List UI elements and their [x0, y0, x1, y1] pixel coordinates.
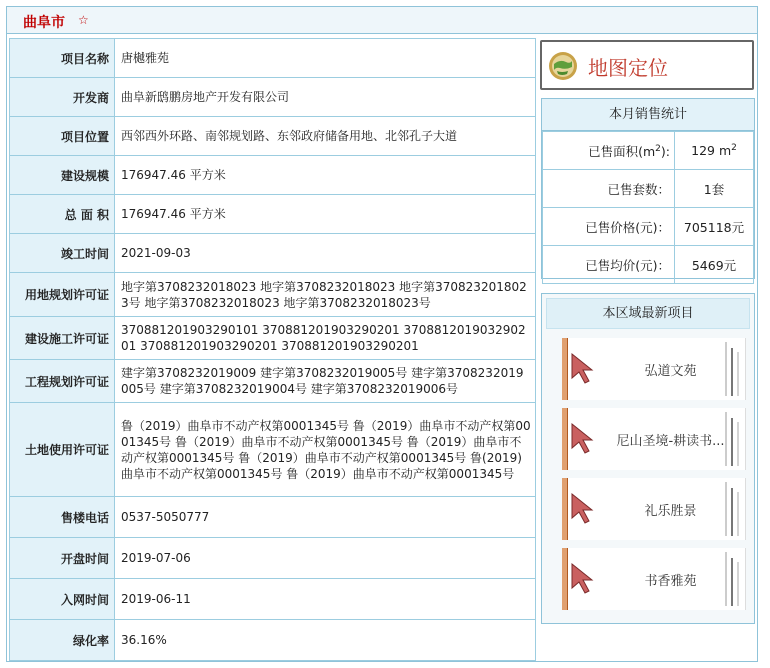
project-name[interactable]: 书香雅苑 — [644, 574, 697, 589]
info-row — [10, 156, 536, 195]
sales-row — [543, 208, 754, 246]
sold-price-label: 已售价格(元)： — [543, 208, 675, 246]
info-label: 土地使用许可证 — [10, 403, 115, 497]
map-globe-icon — [548, 51, 578, 81]
broken-image-cursor-icon — [570, 492, 596, 524]
info-row — [10, 78, 536, 117]
thumbnail-pattern — [723, 342, 741, 396]
thumbnail-pattern — [723, 552, 741, 606]
info-row — [10, 620, 536, 661]
info-value: 176947.46 平方米 — [115, 156, 536, 195]
broken-image-cursor-icon — [570, 352, 596, 384]
info-value: 建字第3708232019009 建字第3708232019005号 建字第3708232019005号 建字第3708232019004号 建字第3708232019006号 — [115, 360, 536, 403]
sales-row — [543, 132, 754, 170]
info-value: 地字第3708232018023 地字第3708232018023 地字第3708232018023号 地字第3708232018023 地字第3708232018023号 — [115, 273, 536, 317]
info-row — [10, 497, 536, 538]
project-name[interactable]: 尼山圣境-耕读书... — [616, 434, 725, 449]
info-row — [10, 317, 536, 360]
thumbnail-edge — [562, 338, 568, 400]
info-label: 绿化率 — [10, 620, 115, 661]
info-value: 2019-07-06 — [115, 538, 536, 579]
info-row — [10, 538, 536, 579]
map-location-button[interactable] — [540, 40, 754, 90]
monthly-sales-table — [542, 131, 754, 284]
avg-price-value: 5469元 — [675, 246, 754, 284]
title-bar — [7, 7, 757, 34]
info-row — [10, 195, 536, 234]
monthly-sales-title: 本月销售统计 — [542, 99, 754, 131]
info-label: 项目位置 — [10, 117, 115, 156]
monthly-sales-panel — [541, 98, 755, 279]
info-row — [10, 273, 536, 317]
project-card-4[interactable] — [562, 548, 745, 610]
info-label: 入网时间 — [10, 579, 115, 620]
sold-area-value: 129 $m^2$ — [675, 132, 754, 170]
thumbnail-pattern — [723, 482, 741, 536]
sold-area-label: 已售面积$(m^2)$: — [543, 132, 675, 170]
info-row — [10, 39, 536, 78]
broken-image-cursor-icon — [570, 562, 596, 594]
latest-projects-title: 本区域最新项目 — [546, 298, 750, 329]
info-label: 售楼电话 — [10, 497, 115, 538]
info-label: 工程规划许可证 — [10, 360, 115, 403]
info-value: 2019-06-11 — [115, 579, 536, 620]
project-card-2[interactable] — [562, 408, 745, 470]
sold-units-label: 已售套数： — [543, 170, 675, 208]
info-value: 0537-5050777 — [115, 497, 536, 538]
info-row — [10, 360, 536, 403]
info-label: 建设规模 — [10, 156, 115, 195]
project-detail-panel — [6, 6, 758, 662]
broken-image-cursor-icon — [570, 422, 596, 454]
info-value: 西邻西外环路、南邻规划路、东邻政府储备用地、北邻孔子大道 — [115, 117, 536, 156]
favorite-star-icon[interactable]: ☆ — [78, 13, 89, 27]
info-label: 项目名称 — [10, 39, 115, 78]
avg-price-label: 已售均价(元)： — [543, 246, 675, 284]
info-label: 总 面 积 — [10, 195, 115, 234]
sales-row — [543, 246, 754, 284]
info-value: 2021-09-03 — [115, 234, 536, 273]
city-title[interactable]: 曲阜市 — [23, 15, 65, 31]
info-row — [10, 117, 536, 156]
map-location-label: 地图定位 — [588, 56, 668, 80]
project-card-1[interactable] — [562, 338, 745, 400]
info-label: 开发商 — [10, 78, 115, 117]
thumbnail-pattern — [723, 412, 741, 466]
project-info-table — [9, 38, 536, 661]
sold-units-value: 1套 — [675, 170, 754, 208]
info-value: 唐樾雅苑 — [115, 39, 536, 78]
info-row — [10, 403, 536, 497]
info-label: 开盘时间 — [10, 538, 115, 579]
sales-row — [543, 170, 754, 208]
info-label: 竣工时间 — [10, 234, 115, 273]
info-row — [10, 234, 536, 273]
info-value: 370881201903290101 370881201903290201 370881201903290201 370881201903290201 370881201903290201 — [115, 317, 536, 360]
info-row — [10, 579, 536, 620]
project-name[interactable]: 弘道文苑 — [644, 364, 697, 379]
thumbnail-edge — [562, 478, 568, 540]
info-label: 建设施工许可证 — [10, 317, 115, 360]
project-card-3[interactable] — [562, 478, 745, 540]
info-value: 曲阜新鸱鹏房地产开发有限公司 — [115, 78, 536, 117]
project-name[interactable]: 礼乐胜景 — [644, 504, 697, 519]
thumbnail-edge — [562, 408, 568, 470]
thumbnail-edge — [562, 548, 568, 610]
info-value: 36.16% — [115, 620, 536, 661]
sold-price-value: 705118元 — [675, 208, 754, 246]
info-value: 176947.46 平方米 — [115, 195, 536, 234]
info-value: 鲁（2019）曲阜市不动产权第0001345号 鲁（2019）曲阜市不动产权第0001345号 鲁（2019）曲阜市不动产权第0001345号 鲁（2019）曲阜市不动产权第0001345号 鲁（2019）曲阜市不动产权第0001345号 鲁(2019)曲阜市不动产权第0001345号 鲁（2019）曲阜市不动产权第0001345号 — [115, 403, 536, 497]
latest-projects-panel — [541, 293, 755, 624]
info-label: 用地规划许可证 — [10, 273, 115, 317]
